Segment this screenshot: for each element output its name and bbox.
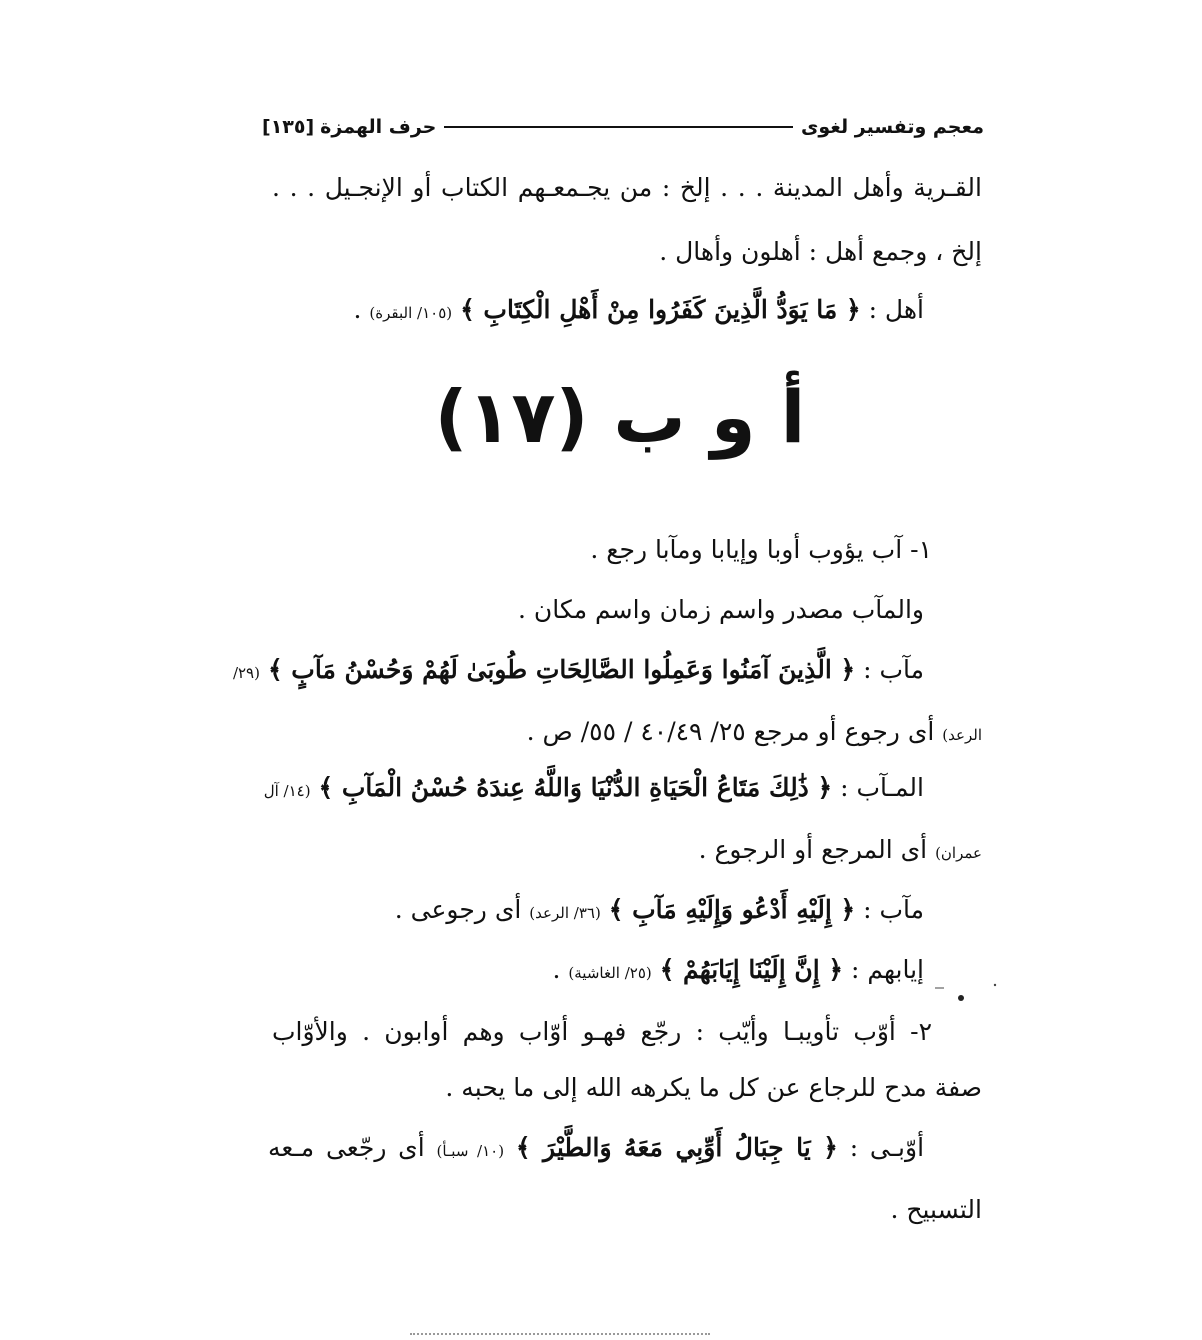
text-line-11 <box>272 950 924 993</box>
text-line-6 <box>232 650 924 693</box>
explanation-text: أى رجوعى . <box>394 895 522 924</box>
entry-word: أوّبـى : <box>849 1133 925 1162</box>
text-line-5: والمآب مصدر واسم زمان واسم مكان . <box>518 595 924 624</box>
quran-quote: ﴿ الَّذِينَ آمَنُوا وَعَمِلُوا الصَّالِحَاتِ طُوبَىٰ لَهُمْ وَحُسْنُ مَآبٍ ﴾ <box>267 655 856 684</box>
entry-word: مآب : <box>863 895 924 924</box>
entry-word: المـآب : <box>840 773 924 802</box>
quran-quote: ﴿ إِلَيْهِ أَدْعُو وَإِلَيْهِ مَآبِ ﴾ <box>608 895 856 924</box>
verse-reference: (١٠٥/ البقرة) <box>369 304 453 322</box>
root-heading: أ و ب (١٧) <box>434 375 806 459</box>
verse-reference: (١٤/ آل <box>263 782 311 800</box>
verse-reference: (٣٦/ الرعد) <box>529 904 601 922</box>
verse-reference: الرعد) <box>942 726 982 744</box>
text-line-2: إلخ ، وجمع أهل : أهلون وأهال . <box>659 237 982 266</box>
verse-reference: (٢٥/ الغاشية) <box>568 964 652 982</box>
text-line-3 <box>272 290 924 333</box>
entry-word: أهل : <box>868 295 924 324</box>
header-rule <box>444 126 793 128</box>
running-header <box>262 112 984 142</box>
verse-reference: (١٠/ سبـأ) <box>436 1142 505 1160</box>
quran-quote: ﴿ إِنَّ إِلَيْنَا إِيَابَهُمْ ﴾ <box>659 955 844 984</box>
text-line-15: التسبيح . <box>890 1195 982 1224</box>
scan-edge-marks <box>410 1333 710 1335</box>
verse-reference: عمران) <box>935 844 982 862</box>
scan-speck <box>992 982 998 988</box>
text-line-9 <box>272 830 982 873</box>
text-line-8 <box>263 768 924 811</box>
text-line-1: القـرية وأهل المدينة . . . إلخ : من يجـمعـهم الكتاب أو الإنجـيل . . . <box>272 173 982 202</box>
verse-reference: (٢٩/ <box>232 664 260 682</box>
entry-word: مآب : <box>863 655 924 684</box>
section-title: حرف الهمزة <box>320 116 437 138</box>
quran-quote: ﴿ مَا يَوَدُّ الَّذِينَ كَفَرُوا مِنْ أَهْلِ الْكِتَابِ ﴾ <box>460 295 861 324</box>
text-line-13: صفة مدح للرجاع عن كل ما يكرهه الله إلى ما يحبه . <box>445 1073 982 1102</box>
text-line-4: ١- آب يؤوب أوبا وإيابا ومآبا رجع . <box>590 535 932 564</box>
book-title: معجم وتفسير لغوى <box>800 116 984 138</box>
page-number: [١٣٥] <box>262 116 315 138</box>
quran-quote: ﴿ يَا جِبَالُ أَوِّبِي مَعَهُ وَالطَّيْرَ ﴾ <box>515 1133 838 1162</box>
text-line-12: ٢- أوّب تأويبـا وأيّب : رجّع فهـو أوّاب وهم أوابون . والأوّاب <box>272 1017 932 1046</box>
sentence-end: . <box>552 955 561 984</box>
explanation-text: أى رجّعى مـعه <box>268 1133 425 1162</box>
explanation-text: أى رجوع أو مرجع ٢٥/ ٤٠/٤٩ / ٥٥/ ص . <box>526 717 935 746</box>
text-line-14 <box>268 1128 924 1171</box>
text-line-7 <box>272 712 982 755</box>
text-line-10 <box>272 890 924 933</box>
quran-quote: ﴿ ذَٰلِكَ مَتَاعُ الْحَيَاةِ الدُّنْيَا وَاللَّهُ عِندَهُ حُسْنُ الْمَآبِ ﴾ <box>318 773 833 802</box>
explanation-text: أى المرجع أو الرجوع . <box>698 835 928 864</box>
scan-speck <box>935 985 945 991</box>
sentence-end: . <box>353 295 362 324</box>
entry-word: إيابهم : <box>850 955 924 984</box>
scan-speck <box>955 992 969 1006</box>
